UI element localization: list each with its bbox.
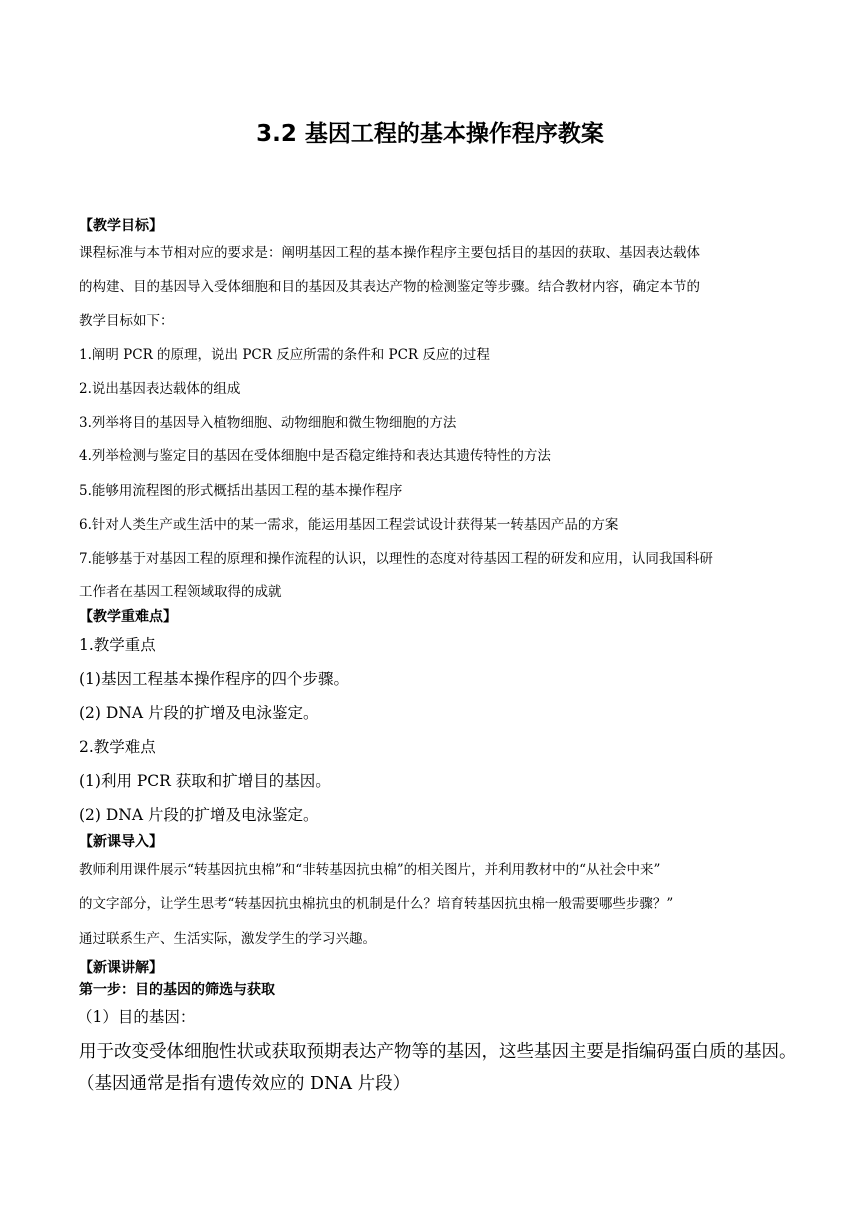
document-title: 3.2 基因工程的基本操作程序教案 xyxy=(256,121,604,147)
list-item: 工作者在基因工程领域取得的成就 xyxy=(79,584,282,600)
paragraph-line: 1.教学重点 xyxy=(79,636,156,654)
paragraph-line: 通过联系生产、生活实际，激发学生的学习兴趣。 xyxy=(79,931,376,947)
section-heading-objectives: 【教学目标】 xyxy=(79,218,163,234)
paragraph-line: （基因通常是指有遗传效应的 DNA 片段） xyxy=(77,1074,411,1094)
list-item: 6.针对人类生产或生活中的某一需求，能运用基因工程尝试设计获得某一转基因产品的方案 xyxy=(79,517,619,533)
paragraph-line: 教学目标如下： xyxy=(79,313,174,329)
paragraph-line: 课程标准与本节相对应的要求是：阐明基因工程的基本操作程序主要包括目的基因的获取、基因表达载体 xyxy=(79,245,700,261)
paragraph-line: 用于改变受体细胞性状或获取预期表达产物等的基因，这些基因主要是指编码蛋白质的基因。 xyxy=(79,1042,797,1062)
paragraph-line: (1)基因工程基本操作程序的四个步骤。 xyxy=(79,670,349,688)
paragraph-line: 的文字部分，让学生思考“转基因抗虫棉抗虫的机制是什么？培育转基因抗虫棉一般需要哪些步骤？” xyxy=(79,896,674,912)
step-title: 第一步：目的基因的筛选与获取 xyxy=(79,982,275,998)
paragraph-line: 的构建、目的基因导入受体细胞和目的基因及其表达产物的检测鉴定等步骤。结合教材内容，确定本节的 xyxy=(79,279,700,295)
list-item: 3.列举将目的基因导入植物细胞、动物细胞和微生物细胞的方法 xyxy=(79,415,457,431)
section-heading-lecture: 【新课讲解】 xyxy=(79,960,163,976)
paragraph-line: (1)利用 PCR 获取和扩增目的基因。 xyxy=(79,772,331,790)
paragraph-line: （1）目的基因： xyxy=(77,1008,196,1026)
list-item: 2.说出基因表达载体的组成 xyxy=(79,381,241,397)
paragraph-line: 教师利用课件展示“转基因抗虫棉”和“非转基因抗虫棉”的相关图片，并利用教材中的“从社会中来” xyxy=(79,862,661,878)
list-item: 1.阐明 PCR 的原理，说出 PCR 反应所需的条件和 PCR 反应的过程 xyxy=(79,347,490,363)
paragraph-line: (2) DNA 片段的扩增及电泳鉴定。 xyxy=(79,806,319,824)
list-item: 7.能够基于对基因工程的原理和操作流程的认识，以理性的态度对待基因工程的研发和应用，认同我国科研 xyxy=(79,551,713,567)
list-item: 4.列举检测与鉴定目的基因在受体细胞中是否稳定维持和表达其遗传特性的方法 xyxy=(79,448,551,464)
paragraph-line: 2.教学难点 xyxy=(79,738,156,756)
section-heading-key-points: 【教学重难点】 xyxy=(79,609,177,625)
section-heading-introduction: 【新课导入】 xyxy=(79,834,163,850)
list-item: 5.能够用流程图的形式概括出基因工程的基本操作程序 xyxy=(79,483,403,499)
paragraph-line: (2) DNA 片段的扩增及电泳鉴定。 xyxy=(79,704,319,722)
